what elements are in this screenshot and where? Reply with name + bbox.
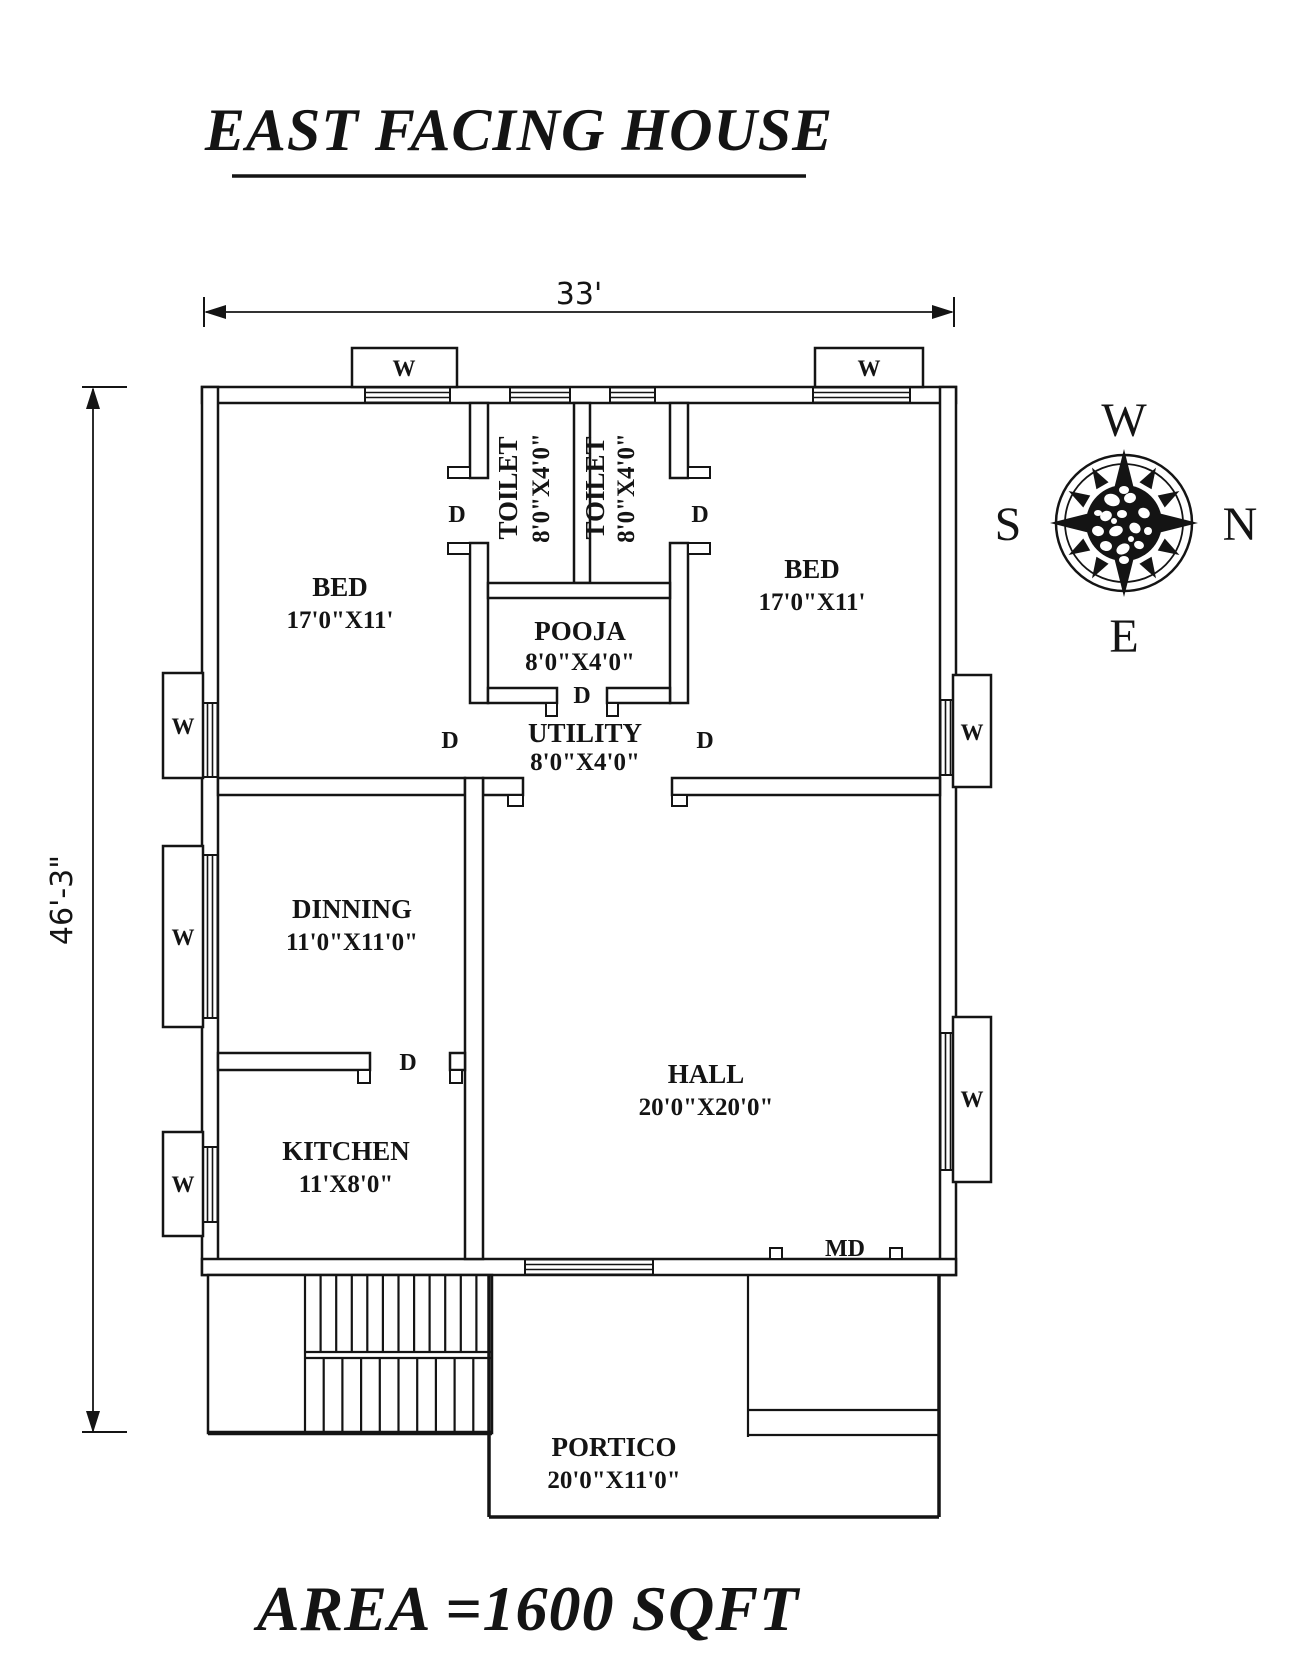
window-label: W [171,925,195,950]
room-hall-size: 20'0"X20'0" [638,1094,774,1121]
compass-north-label: N [1222,498,1258,551]
room-kitchen-size: 11'X8'0" [298,1171,394,1198]
room-toilet-1-name: TOILET [493,436,523,540]
room-hall-name: HALL [667,1059,745,1089]
room-toilet-1-size: 8'0"X4'0" [528,433,555,543]
window-label: W [171,1172,195,1197]
door-label-pooja: D [573,683,591,709]
staircase [208,1275,492,1433]
room-toilet-2-name: TOILET [580,436,610,540]
room-utility-name: UTILITY [527,718,643,748]
room-portico-size: 20'0"X11'0" [547,1467,681,1494]
window-label: W [392,356,416,381]
door-label-toilet-right: D [691,502,709,528]
door-label-toilet-left: D [448,502,466,528]
door-label-utility-left: D [441,728,459,754]
window-label: W [960,1087,984,1112]
room-bed-left-size: 17'0"X11' [286,607,394,634]
room-kitchen-name: KITCHEN [282,1136,410,1166]
room-pooja-size: 8'0"X4'0" [525,649,635,676]
dimension-top [204,277,954,327]
main-door-label: MD [825,1236,865,1262]
compass-west-label: W [1101,394,1147,447]
room-portico-name: PORTICO [551,1432,677,1462]
interior-walls [218,403,940,1259]
room-bed-right-size: 17'0"X11' [758,589,866,616]
area-label: AREA =1600 SQFT [256,1573,800,1644]
room-dinning-size: 11'0"X11'0" [286,929,418,956]
dimension-height-label: 46'-3" [45,854,80,946]
compass-rose [995,394,1258,663]
page-title: EAST FACING HOUSE [204,97,834,163]
dimension-width-label: 33' [555,277,603,312]
window-label: W [857,356,881,381]
window-label: W [171,714,195,739]
compass-south-label: S [994,498,1022,551]
room-utility-size: 8'0"X4'0" [530,749,640,776]
door-label-kitchen: D [399,1050,417,1076]
room-pooja-name: POOJA [534,616,626,646]
door-label-utility-right: D [696,728,714,754]
dimension-left [45,387,127,1433]
compass-east-label: E [1109,610,1139,663]
window-label: W [960,720,984,745]
room-bed-left-name: BED [312,572,368,602]
room-bed-right-name: BED [784,554,840,584]
room-dinning-name: DINNING [291,894,413,924]
room-toilet-2-size: 8'0"X4'0" [613,433,640,543]
